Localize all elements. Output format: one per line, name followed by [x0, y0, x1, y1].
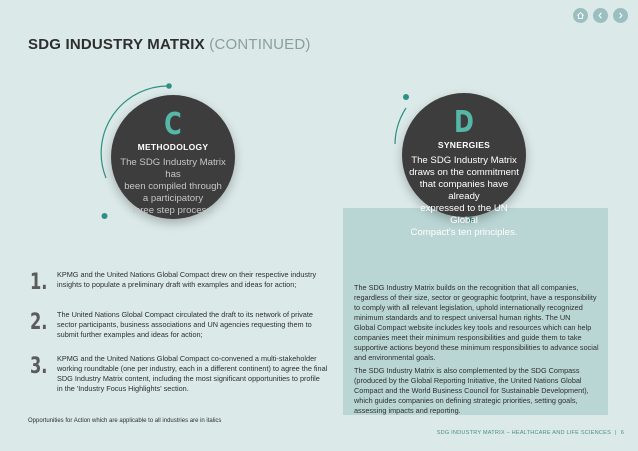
methodology-circle [98, 82, 240, 224]
synergies-text [406, 155, 522, 239]
paragraph-line: companies meet their minimum responsibilities and guide them to take [354, 333, 582, 342]
home-button[interactable] [573, 8, 588, 23]
step-text [57, 310, 341, 340]
step-text-line: KPMG and the United Nations Global Compact drew on their respective industry [57, 270, 317, 279]
methodology-heading: METHODOLOGY [137, 142, 209, 152]
page-footer [437, 430, 624, 436]
previous-page-button[interactable] [593, 8, 608, 23]
next-page-button[interactable] [613, 8, 628, 23]
synergies-letter: D [454, 105, 474, 140]
step-2 [30, 310, 340, 344]
paragraph-line: (produced by the Global Reporting Initiative, the United Nations Global [354, 376, 582, 385]
synergies-disc [402, 93, 526, 238]
synergies-paragraph [354, 283, 602, 363]
chevron-right-icon [616, 11, 625, 20]
paragraph-line: which guides companies on defining strategic priorities, setting goals, [354, 396, 578, 405]
footer-label: SDG INDUSTRY MATRIX – HEALTHCARE AND LIFE SCIENCES [436, 430, 612, 436]
methodology-text-line: three step process: [132, 205, 214, 216]
step-1 [30, 270, 340, 296]
step-text-line: in the 'Industry Focus Highlights' section. [57, 384, 189, 393]
paragraph-line: minimum standards and to respect universal human rights. The UN [354, 313, 571, 322]
footnote: Opportunities for Action which are applicable to all industries are in italics [28, 418, 222, 424]
paragraph-line: The SDG Industry Matrix is also complemented by the SDG Compass [354, 366, 580, 375]
synergies-text-line: draws on the commitment [409, 167, 519, 178]
chevron-left-icon [596, 11, 605, 20]
methodology-letter: C [164, 107, 182, 142]
methodology-text-line: a participatory [142, 193, 204, 204]
page-number: 6 [620, 430, 624, 436]
step-text-line: KPMG and the United Nations Global Compact co-convened a multi-stakeholder [57, 354, 317, 363]
step-text-line: working roundtable (one per industry, each in a different continent) to agree the final [57, 364, 328, 373]
page-title-main: SDG INDUSTRY MATRIX [28, 36, 205, 53]
methodology-text-line: been compiled through [124, 181, 222, 192]
paragraph-line: Compact and the World Business Council for Sustainable Development), [354, 386, 589, 395]
step-text-line: sector participants, business associations and UN agencies requesting them to [57, 320, 312, 329]
step-number: 2. [30, 310, 48, 335]
footer-separator: | [615, 430, 617, 436]
paragraph-line: Global Compact website includes key tools and resources which can help [354, 323, 592, 332]
step-text-line: submit further examples and ideas for action; [57, 330, 203, 339]
step-text [57, 354, 341, 394]
step-text-line: insights to populate a preliminary draft with examples and ideas for action; [57, 280, 297, 289]
page-title [28, 36, 311, 53]
step-number: 1. [30, 270, 48, 295]
step-text-line: SDG Industry Matrix content, including the most significant opportunities to profile [57, 374, 320, 383]
paragraph-line: regardless of their size, sector or geographic footprint, have a responsibility [354, 293, 597, 302]
step-3 [30, 354, 340, 398]
paragraph-line: and environmental goals. [354, 353, 436, 362]
paragraph-line: assessing impacts and reporting. [354, 406, 461, 415]
synergies-text-line: that companies have already [419, 179, 509, 202]
page-title-sub: (CONTINUED) [209, 36, 311, 53]
paragraph-line: The SDG Industry Matrix builds on the recognition that all companies, [354, 283, 579, 292]
paragraph-line: supportive actions beyond these minimum responsibilities to advance social [354, 343, 599, 352]
methodology-text-line: The SDG Industry Matrix has [120, 157, 226, 180]
paragraph-line: to comply with all relevant legislation, uphold internationally recognized [354, 303, 583, 312]
synergies-text-line: Compact's ten principles. [410, 227, 518, 238]
synergies-text-line: expressed to the UN Global [420, 203, 508, 226]
step-number: 3. [30, 354, 48, 379]
synergies-text-line: The SDG Industry Matrix [411, 155, 517, 166]
synergies-heading: SYNERGIES [437, 140, 491, 150]
methodology-text [119, 157, 227, 217]
synergies-circle [392, 82, 534, 238]
page-nav [573, 8, 628, 23]
compass-paragraph [354, 366, 602, 416]
methodology-disc [111, 95, 235, 219]
step-text [57, 270, 341, 290]
step-text-line: The United Nations Global Compact circulated the draft to its network of private [57, 310, 313, 319]
home-icon [576, 11, 585, 20]
